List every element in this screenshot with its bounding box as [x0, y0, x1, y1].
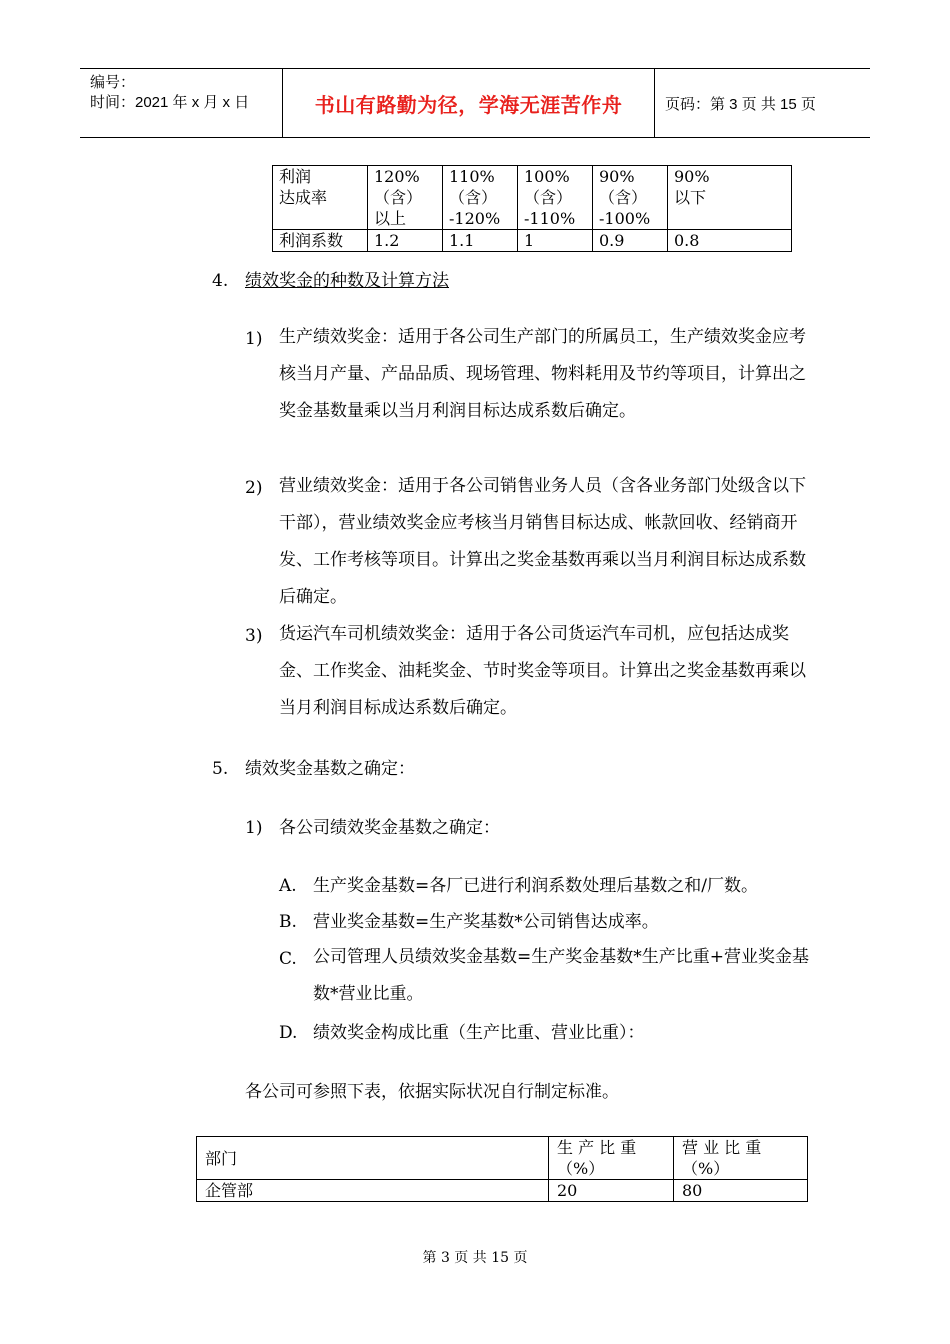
formula-number: B. — [279, 912, 297, 932]
header-meta — [80, 69, 283, 137]
table-header-cell: 营 业 比 重 （%） — [674, 1137, 808, 1180]
table-header-cell: 利润 达成率 — [273, 166, 368, 230]
table-row — [273, 166, 792, 230]
formula-text: 公司管理人员绩效奖金基数=生产奖金基数*生产比重+营业奖金基数*营业比重。 — [313, 947, 809, 1004]
formula-text: 生产奖金基数=各厂已进行利润系数处理后基数之和/厂数。 — [313, 876, 758, 896]
number-label: 编号： — [90, 74, 136, 91]
list-item-text: 生产绩效奖金：适用于各公司生产部门的所属员工，生产绩效奖金应考核当月产量、产品品质、现场管理、物料耗用及节约等项目，计算出之奖金基数量乘以当月利润目标达成系数后确定。 — [279, 327, 806, 421]
table-header-cell: 部门 — [197, 1137, 549, 1180]
sub-item-number: 1) — [245, 818, 263, 838]
formula-number: A. — [279, 876, 297, 896]
table-cell: 1.1 — [443, 230, 518, 252]
table-cell: 20 — [549, 1180, 674, 1202]
table-header-cell: 100% （含） -110% — [518, 166, 593, 230]
ratio-table — [196, 1136, 808, 1202]
table-header-cell: 90% （含） -100% — [593, 166, 668, 230]
section-number: 5. — [212, 759, 229, 779]
section-title: 绩效奖金基数之确定： — [245, 759, 415, 779]
formula-number: D. — [279, 1023, 298, 1043]
list-item-text: 营业绩效奖金：适用于各公司销售业务人员（含各业务部门处级含以下干部），营业绩效奖金应考核当月销售目标达成、帐款回收、经销商开发、工作考核等项目。计算出之奖金基数再乘以当月利润目标达成系数后确定。 — [279, 476, 806, 607]
table-cell: 0.8 — [668, 230, 792, 252]
formula-text: 营业奖金基数=生产奖基数*公司销售达成率。 — [313, 912, 659, 932]
table-row — [197, 1180, 808, 1202]
profit-coefficient-table — [272, 165, 792, 252]
table-cell: 企管部 — [197, 1180, 549, 1202]
table-header-cell: 生 产 比 重 （%） — [549, 1137, 674, 1180]
header-page-info: 页码：第 3 页 共 15 页 — [665, 95, 816, 113]
list-item-number: 2) — [245, 478, 263, 498]
list-item-number: 3) — [245, 626, 263, 646]
sub-item-text: 各公司绩效奖金基数之确定： — [279, 818, 500, 838]
table-row — [197, 1137, 808, 1180]
table-cell: 80 — [674, 1180, 808, 1202]
formula-number: C. — [279, 949, 297, 969]
section-number: 4. — [212, 271, 229, 291]
table-cell: 1.2 — [368, 230, 443, 252]
table-row-label: 利润系数 — [273, 230, 368, 252]
table-header-cell: 90% 以下 — [668, 166, 792, 230]
time-label: 时间：2021 年 x 月 x 日 — [90, 94, 250, 111]
table-cell: 0.9 — [593, 230, 668, 252]
table-cell: 1 — [518, 230, 593, 252]
note-text: 各公司可参照下表，依据实际状况自行制定标准。 — [245, 1082, 619, 1102]
header-slogan: 书山有路勤为径，学海无涯苦作舟 — [314, 92, 623, 117]
formula-text: 绩效奖金构成比重（生产比重、营业比重）： — [313, 1023, 645, 1043]
header-slogan-cell — [283, 69, 655, 137]
page-header — [80, 68, 870, 138]
list-item-number: 1) — [245, 329, 263, 349]
page-footer: 第 3 页 共 15 页 — [422, 1250, 528, 1266]
section-title: 绩效奖金的种数及计算方法 — [245, 271, 449, 291]
table-header-cell: 110% （含） -120% — [443, 166, 518, 230]
table-row — [273, 230, 792, 252]
list-item-text: 货运汽车司机绩效奖金：适用于各公司货运汽车司机，应包括达成奖金、工作奖金、油耗奖金、节时奖金等项目。计算出之奖金基数再乘以当月利润目标成达系数后确定。 — [279, 624, 806, 718]
table-header-cell: 120% （含） 以上 — [368, 166, 443, 230]
